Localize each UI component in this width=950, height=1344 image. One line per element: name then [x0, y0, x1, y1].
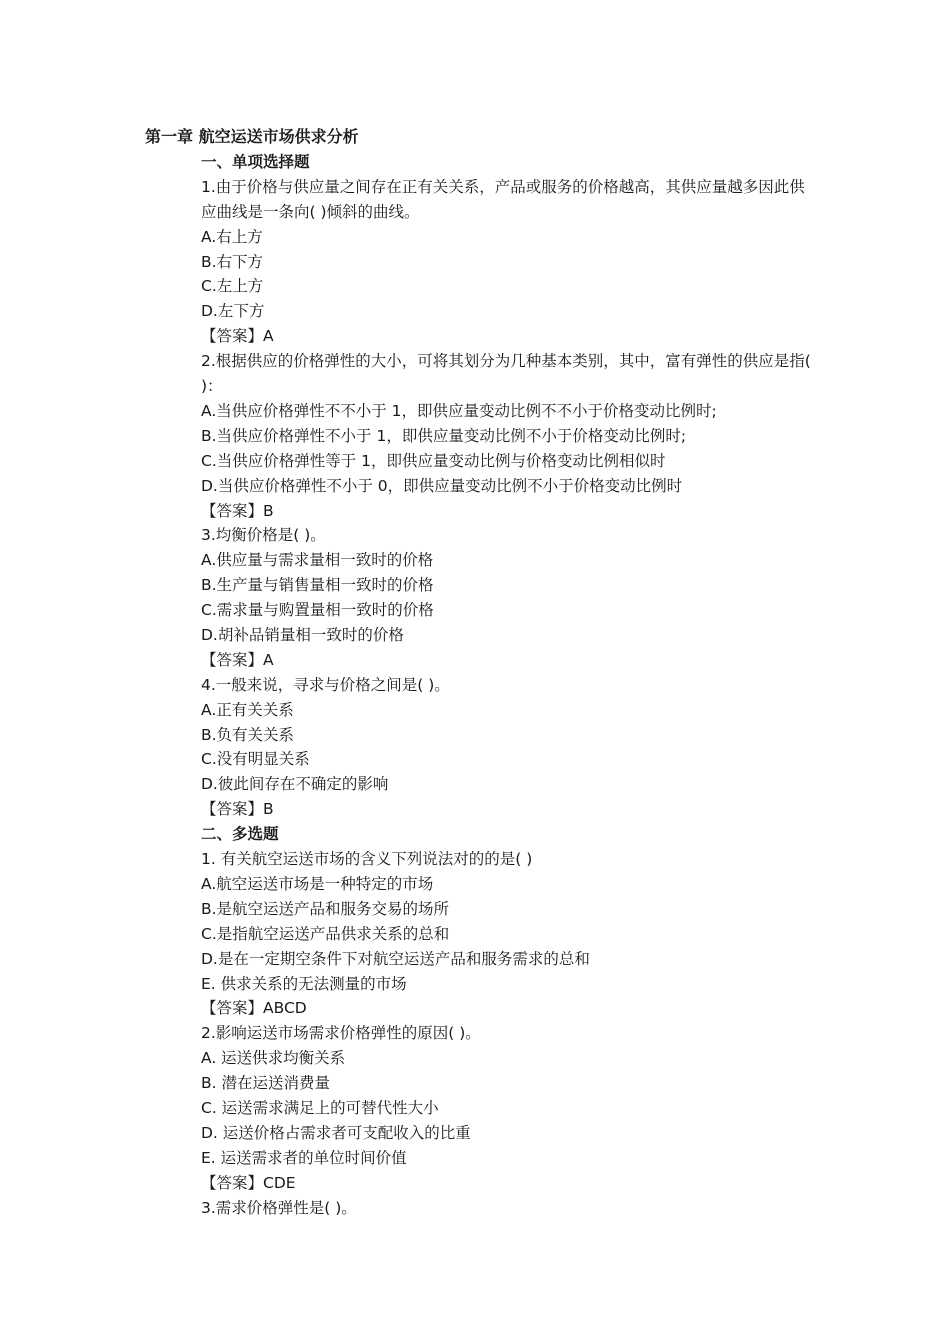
question-text: 2.根据供应的价格弹性的大小，可将其划分为几种基本类别，其中，富有弹性的供应是指( )：: [201, 352, 811, 396]
option-line: C.左上方: [201, 277, 264, 296]
question-text: 1. 有关航空运送市场的含义下列说法对的的是( ): [201, 850, 533, 869]
answer-line: 【答案】ABCD: [201, 999, 307, 1018]
section-heading: 二、多选题: [201, 825, 279, 844]
option-line: E. 供求关系的无法测量的市场: [201, 974, 407, 993]
option-line: A.供应量与需求量相一致时的价格: [201, 551, 434, 570]
option-line: D. 运送价格占需求者可支配收入的比重: [201, 1123, 471, 1142]
option-line: C.需求量与购置量相一致时的价格: [201, 601, 434, 620]
option-line: E. 运送需求者的单位时间价值: [201, 1148, 407, 1167]
question-text: 1.由于价格与供应量之间存在正有关关系，产品或服务的价格越高，其供应量越多因此供应曲线是一条向( )倾斜的曲线。: [201, 177, 805, 221]
answer-line: 【答案】A: [201, 327, 274, 346]
answer-line: 【答案】CDE: [201, 1173, 296, 1192]
answer-line: 【答案】B: [201, 501, 274, 520]
option-line: B.右下方: [201, 252, 264, 271]
option-line: C.没有明显关系: [201, 750, 310, 769]
option-line: B.负有关关系: [201, 725, 295, 744]
question-text: 2.影响运送市场需求价格弹性的原因( )。: [201, 1024, 481, 1043]
option-line: C.当供应价格弹性等于 1，即供应量变动比例与价格变动比例相似时: [201, 451, 666, 470]
option-line: D.胡补品销量相一致时的价格: [201, 626, 404, 644]
option-line: C. 运送需求满足上的可替代性大小: [201, 1098, 439, 1117]
option-line: D.左下方: [201, 302, 265, 321]
question-text: 4.一般来说，寻求与价格之间是( )。: [201, 675, 450, 694]
option-line: B. 潜在运送消费量: [201, 1074, 330, 1093]
option-line: B.生产量与销售量相一致时的价格: [201, 576, 434, 595]
option-line: A.右上方: [201, 227, 263, 246]
option-line: B.当供应价格弹性不小于 1，即供应量变动比例不小于价格变动比例时;: [201, 426, 687, 445]
option-line: A.当供应价格弹性不不小于 1，即供应量变动比例不不小于价格变动比例时;: [201, 401, 717, 420]
answer-line: 【答案】A: [201, 650, 274, 669]
section-heading: 一、单项选择题: [201, 153, 310, 171]
option-line: A.正有关关系: [201, 700, 294, 719]
option-line: D.彼此间存在不确定的影响: [201, 775, 389, 794]
option-line: C.是指航空运送产品供求关系的总和: [201, 924, 450, 943]
question-text: 3.需求价格弹性是( )。: [201, 1198, 357, 1217]
option-line: A.航空运送市场是一种特定的市场: [201, 874, 434, 893]
question-list: [201, 150, 816, 1220]
chapter-title: 第一章 航空运送市场供求分析: [145, 127, 359, 146]
option-line: B.是航空运送产品和服务交易的场所: [201, 899, 450, 918]
option-line: A. 运送供求均衡关系: [201, 1049, 346, 1068]
question-text: 3.均衡价格是( )。: [201, 526, 326, 545]
option-line: D.是在一定期空条件下对航空运送产品和服务需求的总和: [201, 949, 590, 968]
option-line: D.当供应价格弹性不小于 0，即供应量变动比例不小于价格变动比例时: [201, 476, 683, 495]
answer-line: 【答案】B: [201, 800, 274, 819]
